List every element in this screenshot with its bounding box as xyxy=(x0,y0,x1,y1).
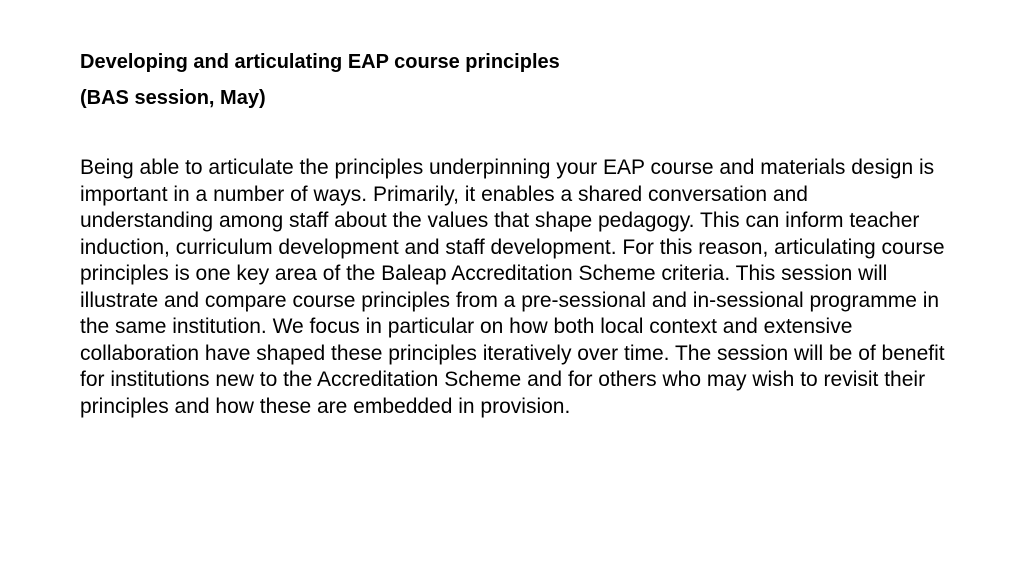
title-block xyxy=(80,44,940,116)
body-paragraph: Being able to articulate the principles underpinning your EAP course and materials design is important in a number of ways. Primarily, it enables a shared conversation and understanding among staff about the values that shape pedagogy. This can inform teacher induction, curriculum development and staff development. For this reason, articulating course principles is one key area of the Baleap Accreditation Scheme criteria. This session will illustrate and compare course principles from a pre-sessional and in-sessional programme in the same institution. We focus in particular on how both local context and extensive collaboration have shaped these principles iteratively over time. The session will be of benefit for institutions new to the Accreditation Scheme and for others who may wish to revisit their principles and how these are embedded in provision. xyxy=(80,156,945,418)
slide-title: Developing and articulating EAP course principles xyxy=(80,51,560,73)
slide-subtitle: (BAS session, May) xyxy=(80,87,266,109)
